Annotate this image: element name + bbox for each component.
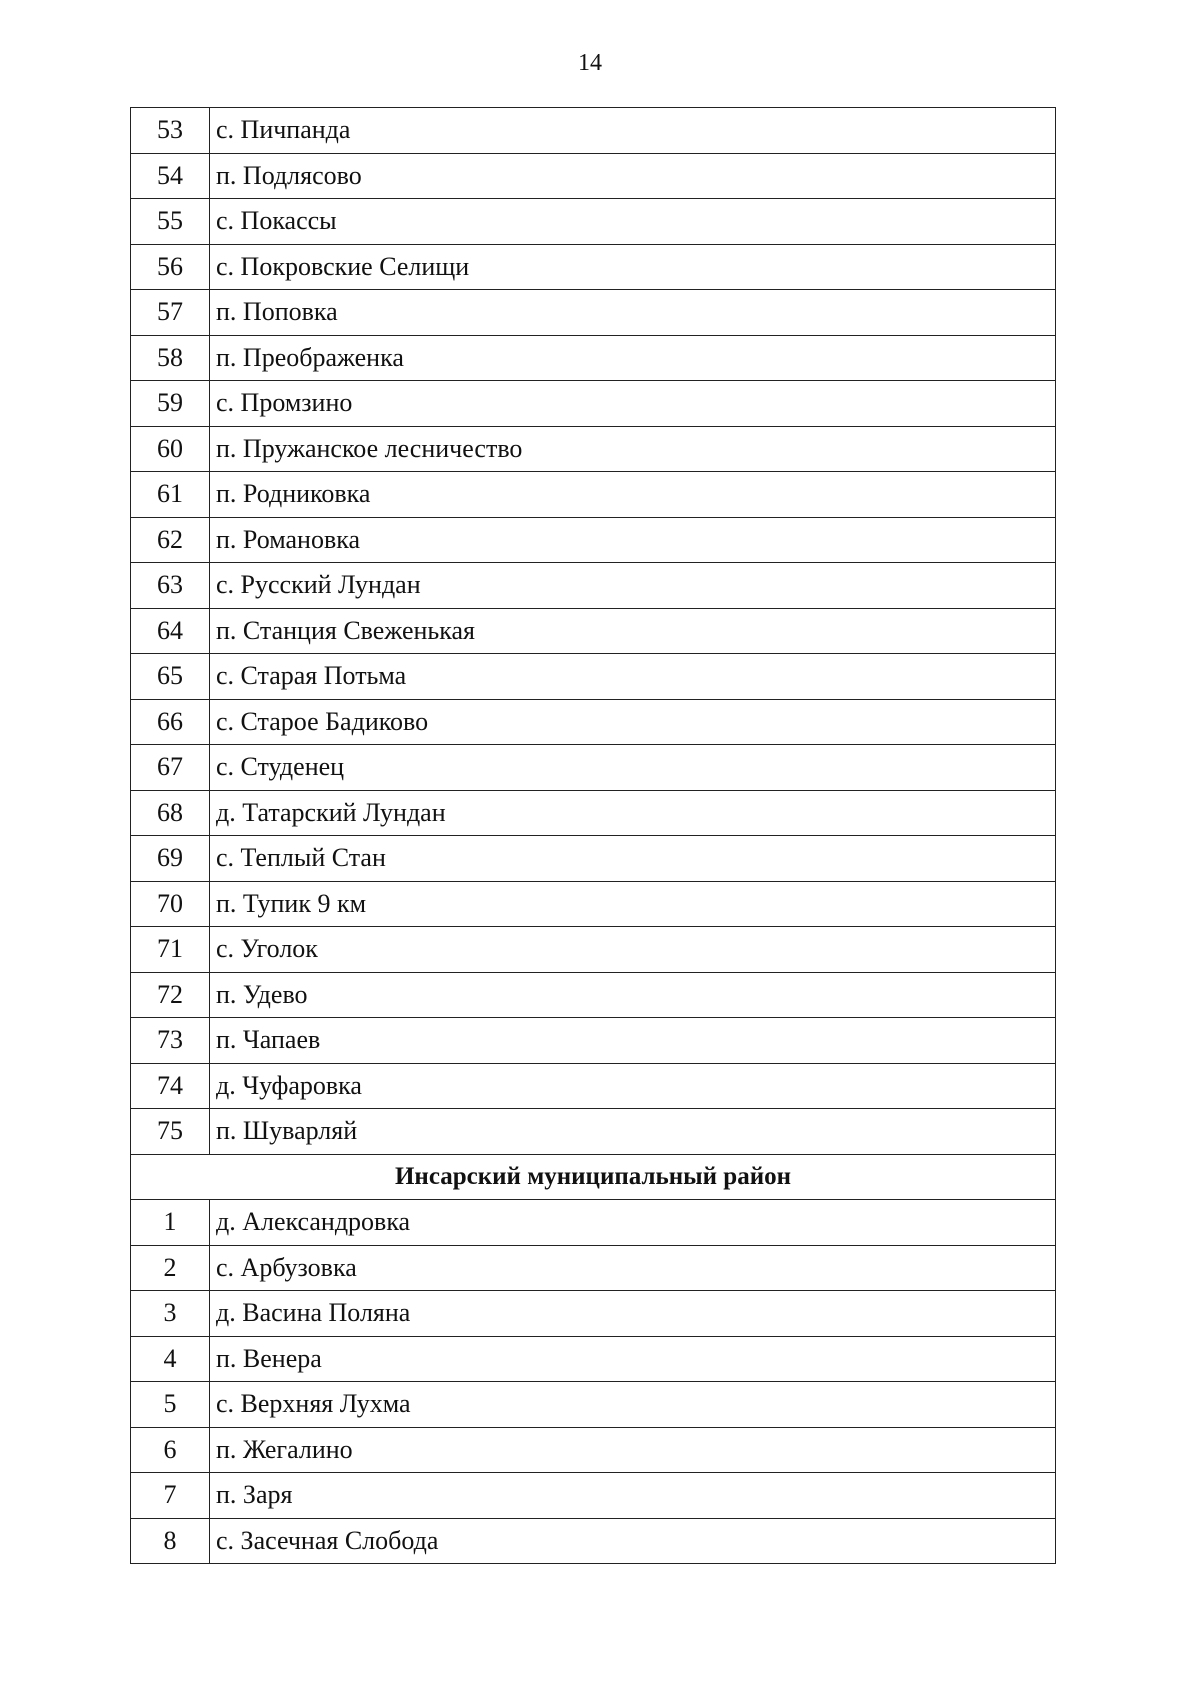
row-number: 67	[131, 745, 210, 791]
row-number: 70	[131, 881, 210, 927]
table-row	[131, 153, 1056, 199]
row-number: 68	[131, 790, 210, 836]
table-row	[131, 699, 1056, 745]
table-row	[131, 244, 1056, 290]
settlement-name: п. Преображенка	[210, 335, 1056, 381]
table-row	[131, 1427, 1056, 1473]
settlement-name: п. Станция Свеженькая	[210, 608, 1056, 654]
table-row	[131, 745, 1056, 791]
row-number: 7	[131, 1473, 210, 1519]
settlement-name: с. Верхняя Лухма	[210, 1382, 1056, 1428]
settlement-name: с. Теплый Стан	[210, 836, 1056, 882]
row-number: 54	[131, 153, 210, 199]
settlement-name: д. Чуфаровка	[210, 1063, 1056, 1109]
row-number: 56	[131, 244, 210, 290]
row-number: 73	[131, 1018, 210, 1064]
row-number: 4	[131, 1336, 210, 1382]
settlement-name: п. Пружанское лесничество	[210, 426, 1056, 472]
row-number: 59	[131, 381, 210, 427]
settlement-name: п. Родниковка	[210, 472, 1056, 518]
row-number: 65	[131, 654, 210, 700]
settlement-name: с. Покровские Селищи	[210, 244, 1056, 290]
settlement-name: с. Старое Бадиково	[210, 699, 1056, 745]
settlement-name: с. Студенец	[210, 745, 1056, 791]
row-number: 60	[131, 426, 210, 472]
table-row	[131, 199, 1056, 245]
settlement-name: п. Венера	[210, 1336, 1056, 1382]
table-row	[131, 836, 1056, 882]
table-row	[131, 1473, 1056, 1519]
row-number: 57	[131, 290, 210, 336]
settlement-name: п. Романовка	[210, 517, 1056, 563]
row-number: 72	[131, 972, 210, 1018]
row-number: 53	[131, 108, 210, 154]
table-row	[131, 881, 1056, 927]
settlements-table-body	[131, 108, 1056, 1564]
row-number: 64	[131, 608, 210, 654]
row-number: 55	[131, 199, 210, 245]
settlement-name: с. Покассы	[210, 199, 1056, 245]
settlement-name: п. Шуварляй	[210, 1109, 1056, 1155]
settlement-name: с. Промзино	[210, 381, 1056, 427]
row-number: 62	[131, 517, 210, 563]
table-row	[131, 108, 1056, 154]
settlement-name: п. Заря	[210, 1473, 1056, 1519]
row-number: 6	[131, 1427, 210, 1473]
settlement-name: с. Старая Потьма	[210, 654, 1056, 700]
settlement-name: п. Тупик 9 км	[210, 881, 1056, 927]
table-row	[131, 1018, 1056, 1064]
settlement-name: п. Жегалино	[210, 1427, 1056, 1473]
section-row	[131, 1154, 1056, 1200]
table-row	[131, 1200, 1056, 1246]
table-row	[131, 1382, 1056, 1428]
settlement-name: п. Чапаев	[210, 1018, 1056, 1064]
row-number: 63	[131, 563, 210, 609]
table-row	[131, 517, 1056, 563]
settlement-name: с. Русский Лундан	[210, 563, 1056, 609]
row-number: 66	[131, 699, 210, 745]
table-row	[131, 335, 1056, 381]
table-row	[131, 1291, 1056, 1337]
page-number: 14	[578, 50, 602, 76]
table-row	[131, 381, 1056, 427]
row-number: 74	[131, 1063, 210, 1109]
row-number: 5	[131, 1382, 210, 1428]
row-number: 1	[131, 1200, 210, 1246]
table-row	[131, 1245, 1056, 1291]
settlements-table	[130, 107, 1056, 1564]
settlement-name: п. Поповка	[210, 290, 1056, 336]
settlement-name: д. Александровка	[210, 1200, 1056, 1246]
settlement-name: с. Арбузовка	[210, 1245, 1056, 1291]
row-number: 75	[131, 1109, 210, 1155]
row-number: 61	[131, 472, 210, 518]
table-row	[131, 290, 1056, 336]
section-title: Инсарский муниципальный район	[131, 1154, 1056, 1200]
row-number: 69	[131, 836, 210, 882]
row-number: 2	[131, 1245, 210, 1291]
settlement-name: п. Удево	[210, 972, 1056, 1018]
row-number: 3	[131, 1291, 210, 1337]
table-row	[131, 1063, 1056, 1109]
table-row	[131, 472, 1056, 518]
row-number: 58	[131, 335, 210, 381]
table-row	[131, 1109, 1056, 1155]
table-row	[131, 563, 1056, 609]
table-row	[131, 1518, 1056, 1564]
table-row	[131, 608, 1056, 654]
table-row	[131, 1336, 1056, 1382]
settlement-name: с. Пичпанда	[210, 108, 1056, 154]
table-row	[131, 426, 1056, 472]
table-row	[131, 790, 1056, 836]
row-number: 8	[131, 1518, 210, 1564]
row-number: 71	[131, 927, 210, 973]
settlement-name: с. Уголок	[210, 927, 1056, 973]
settlement-name: д. Татарский Лундан	[210, 790, 1056, 836]
settlement-name: д. Васина Поляна	[210, 1291, 1056, 1337]
settlement-name: п. Подлясово	[210, 153, 1056, 199]
table-row	[131, 927, 1056, 973]
table-row	[131, 972, 1056, 1018]
settlement-name: с. Засечная Слобода	[210, 1518, 1056, 1564]
table-row	[131, 654, 1056, 700]
